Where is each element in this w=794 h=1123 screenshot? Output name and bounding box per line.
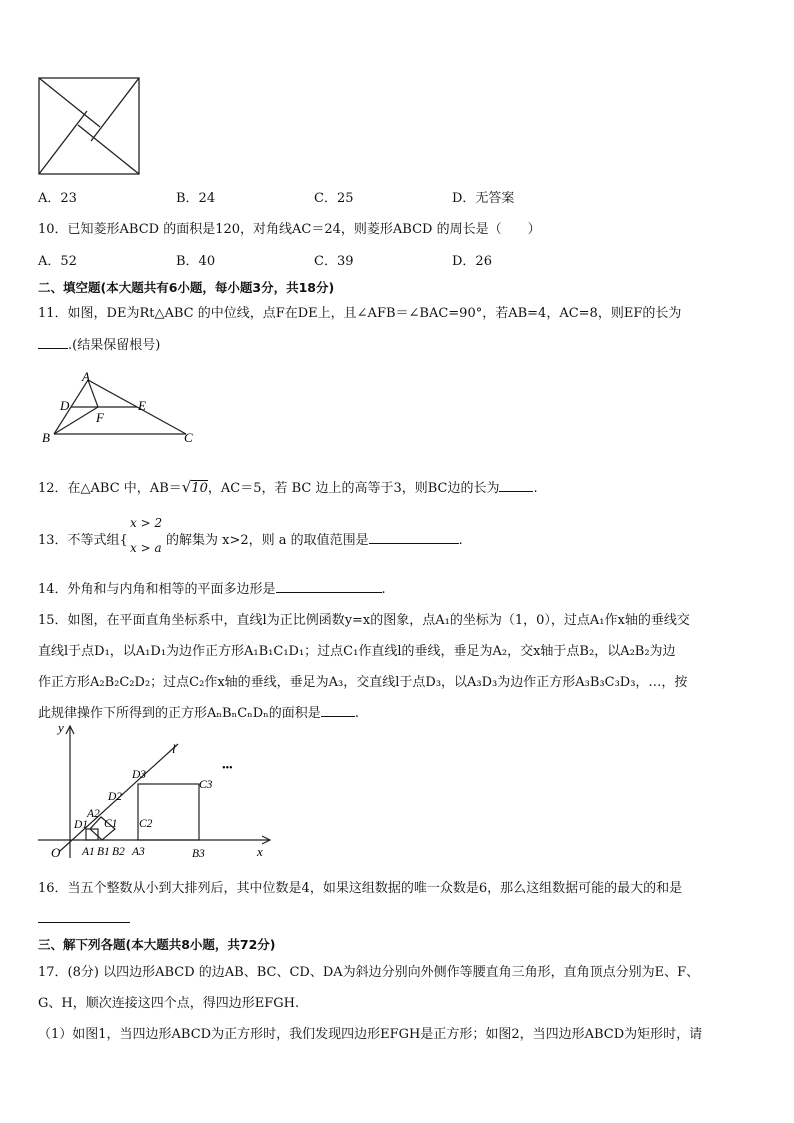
q17-line2: G、H，顺次连接这四个点，得四边形EFGH.	[38, 996, 300, 1011]
q11-label-c: C	[184, 430, 193, 445]
q15-label-a2: A2	[87, 808, 100, 820]
q11-figure	[38, 368, 202, 446]
q15-line2: 直线l于点D₁，以A₁D₁为边作正方形A₁B₁C₁D₁；过点C₁作直线l的垂线，垂足为A₂，交x轴于点B₂，以A₂B₂为边	[38, 644, 676, 659]
q15-label-b3: B3	[192, 848, 205, 860]
q15-label-b2: B2	[112, 846, 125, 858]
q16-text: 16．当五个整数从小到大排列后，其中位数是4，如果这组数据的唯一众数是6，那么这组数据可能的最大的和是	[38, 881, 683, 896]
q13-ineq1: x > 2	[130, 516, 163, 530]
q12-answer-blank	[499, 479, 533, 492]
q15-label-d2: D2	[108, 791, 123, 803]
q12-radicand: 10	[191, 481, 208, 496]
q15-line3: 作正方形A₂B₂C₂D₂；过点C₂作x轴的垂线，垂足为A₃，交直线l于点D₃，以A₃D₃为边作正方形A₃B₃C₃D₃，…，按	[38, 675, 688, 690]
q9-option-b: B．24	[176, 191, 216, 206]
q11-line1: 11．如图，DE为Rt△ABC 的中位线，点F在DE上，且∠AFB＝∠BAC=90°，若AB=4，AC=8，则EF的长为	[38, 306, 682, 321]
q11-answer-blank	[38, 336, 68, 349]
q17-line3: （1）如图1，当四边形ABCD为正方形时，我们发现四边形EFGH是正方形；如图2，当四边形ABCD为矩形时，请	[38, 1027, 703, 1042]
q10-text: 10．已知菱形ABCD 的面积是120，对角线AC＝24，则菱形ABCD 的周长是（ ）	[38, 222, 541, 237]
q9-option-a: A．23	[38, 191, 77, 206]
q15-line4: 此规律操作下所得到的正方形AₙBₙCₙDₙ的面积是 .	[38, 706, 359, 721]
q15-dots: •••	[222, 763, 233, 774]
q14-answer-blank	[276, 580, 382, 593]
q15-label-x: x	[257, 844, 263, 859]
q9-figure	[38, 77, 142, 177]
q11-label-f: F	[96, 410, 104, 425]
q10-option-c: C．39	[314, 254, 354, 269]
q15-line1: 15．如图，在平面直角坐标系中，直线l为正比例函数y=x的图象，点A₁的坐标为（1，0），过点A₁作x轴的垂线交	[38, 613, 690, 628]
q15-figure	[38, 718, 278, 864]
q10-option-a: A．52	[38, 254, 77, 269]
q9-option-d: D．无答案	[452, 191, 515, 206]
q14-text: 14．外角和与内角和相等的平面多边形是 .	[38, 582, 386, 597]
q13-answer-blank	[369, 531, 459, 544]
q13-pre: 13．不等式组{	[38, 533, 128, 548]
section-3-title: 三、解下列各题(本大题共8小题，共72分)	[38, 937, 276, 952]
q9-option-c: C．25	[314, 191, 354, 206]
q11-line2: .(结果保留根号)	[38, 334, 160, 353]
q15-label-b1: B1	[97, 846, 110, 858]
q16-answer-blank	[38, 910, 130, 923]
q15-label-y: y	[58, 720, 64, 735]
q10-option-d: D．26	[452, 254, 492, 269]
q15-label-d3: D3	[132, 769, 147, 781]
q11-label-d: D	[60, 398, 70, 413]
q11-label-b: B	[42, 430, 50, 445]
q11-label-e: E	[138, 398, 146, 413]
q17-line1: 17．(8分) 以四边形ABCD 的边AB、BC、CD、DA为斜边分别向外侧作等腰直角三角形，直角顶点分别为E、F、	[38, 965, 700, 980]
sqrt-sign: √	[181, 478, 192, 496]
q13-ineq2: x > a	[130, 541, 162, 555]
q15-label-l: l	[172, 741, 176, 756]
section-2-title: 二、填空题(本大题共有6小题，每小题3分，共18分)	[38, 280, 335, 295]
q15-label-d1: D1	[74, 819, 89, 831]
q12-text: 12．在△ABC 中，AB＝√10，AC＝5，若 BC 边上的高等于3，则BC边的长为 .	[38, 478, 538, 496]
q15-label-c1: C1	[104, 818, 118, 830]
q15-label-a3: A3	[132, 846, 145, 858]
q11-label-a: A	[82, 369, 90, 384]
q15-label-c3: C3	[199, 779, 213, 791]
q15-label-c2: C2	[139, 818, 153, 830]
q15-label-a1: A1	[82, 846, 95, 858]
q10-option-b: B．40	[176, 254, 216, 269]
q15-answer-blank	[321, 704, 355, 717]
q15-label-o: O	[51, 845, 61, 860]
q13-post: 的解集为 x>2，则 a 的取值范围是 .	[166, 533, 463, 548]
